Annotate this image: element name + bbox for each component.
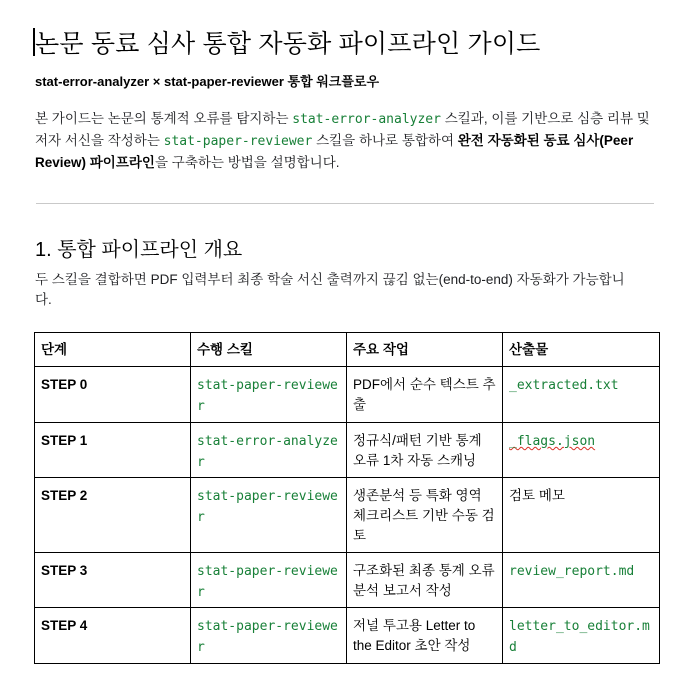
skill-name: stat-error-analyzer <box>197 434 338 470</box>
intro-bold: 완전 자동화된 동료 심사(Peer Review) 파이프라인 <box>35 133 634 170</box>
task-cell[interactable]: 구조화된 최종 통계 오류 분석 보고서 작성 <box>347 553 503 608</box>
table-row <box>35 367 660 423</box>
table-header-cell[interactable]: 주요 작업 <box>347 333 503 367</box>
skill-cell[interactable] <box>191 553 347 608</box>
task-cell[interactable]: 생존분석 등 특화 영역 체크리스트 기반 수동 검토 <box>347 478 503 553</box>
output-file: review_report.md <box>509 564 635 579</box>
output-cell[interactable] <box>503 608 660 664</box>
output-cell[interactable] <box>503 367 660 423</box>
table-header-row <box>35 333 660 367</box>
table-row <box>35 553 660 608</box>
skill-name: stat-paper-reviewer <box>197 489 338 525</box>
pipeline-table <box>34 332 660 664</box>
table-row <box>35 423 660 478</box>
document-subtitle[interactable]: stat-error-analyzer × stat-paper-reviewer 통합 워크플로우 <box>35 74 380 89</box>
skill-cell[interactable] <box>191 423 347 478</box>
skill-name: stat-paper-reviewer <box>197 564 338 600</box>
output-cell[interactable]: 검토 메모 <box>503 478 660 553</box>
step-cell[interactable]: STEP 1 <box>35 423 191 478</box>
step-cell[interactable]: STEP 4 <box>35 608 191 664</box>
table-header-cell[interactable]: 산출물 <box>503 333 660 367</box>
document-title[interactable]: 논문 동료 심사 통합 자동화 파이프라인 가이드 <box>35 30 541 58</box>
intro-code-analyzer: stat-error-analyzer <box>292 112 441 127</box>
task-cell[interactable]: 정규식/패턴 기반 통계 오류 1차 자동 스캐닝 <box>347 423 503 478</box>
output-file: _extracted.txt <box>509 378 619 393</box>
intro-text-1: 본 가이드는 논문의 통계적 오류를 탐지하는 <box>35 111 293 126</box>
output-cell[interactable] <box>503 553 660 608</box>
skill-cell[interactable] <box>191 478 347 553</box>
horizontal-rule <box>36 203 654 204</box>
skill-name: stat-paper-reviewer <box>197 378 338 414</box>
table-row <box>35 478 660 553</box>
task-cell[interactable]: 저널 투고용 Letter to the Editor 초안 작성 <box>347 608 503 664</box>
skill-cell[interactable] <box>191 367 347 423</box>
table-header-cell[interactable]: 수행 스킬 <box>191 333 347 367</box>
intro-text-4: 을 구축하는 방법을 설명합니다. <box>154 155 340 170</box>
step-cell[interactable]: STEP 3 <box>35 553 191 608</box>
step-cell[interactable]: STEP 0 <box>35 367 191 423</box>
task-cell[interactable]: PDF에서 순수 텍스트 추출 <box>347 367 503 423</box>
skill-name: stat-paper-reviewer <box>197 619 338 655</box>
skill-cell[interactable] <box>191 608 347 664</box>
output-cell[interactable] <box>503 423 660 478</box>
output-file: _flags.json <box>509 434 596 449</box>
intro-paragraph[interactable] <box>35 108 660 173</box>
section-heading[interactable]: 1. 통합 파이프라인 개요 <box>35 239 243 261</box>
intro-text-2: 스킬과, 이를 기반으로 심층 리뷰 및 저자 서신을 작성하는 <box>35 111 650 148</box>
section-paragraph[interactable]: 두 스킬을 결합하면 PDF 입력부터 최종 학술 서신 출력까지 끊김 없는(end-to-end) 자동화가 가능합니다. <box>35 272 625 307</box>
output-file: letter_to_editor.md <box>509 619 650 655</box>
intro-text-3: 스킬을 하나로 통합하여 <box>312 133 458 148</box>
intro-code-reviewer: stat-paper-reviewer <box>163 134 313 149</box>
table-header-cell[interactable]: 단계 <box>35 333 191 367</box>
table-row <box>35 608 660 664</box>
step-cell[interactable]: STEP 2 <box>35 478 191 553</box>
